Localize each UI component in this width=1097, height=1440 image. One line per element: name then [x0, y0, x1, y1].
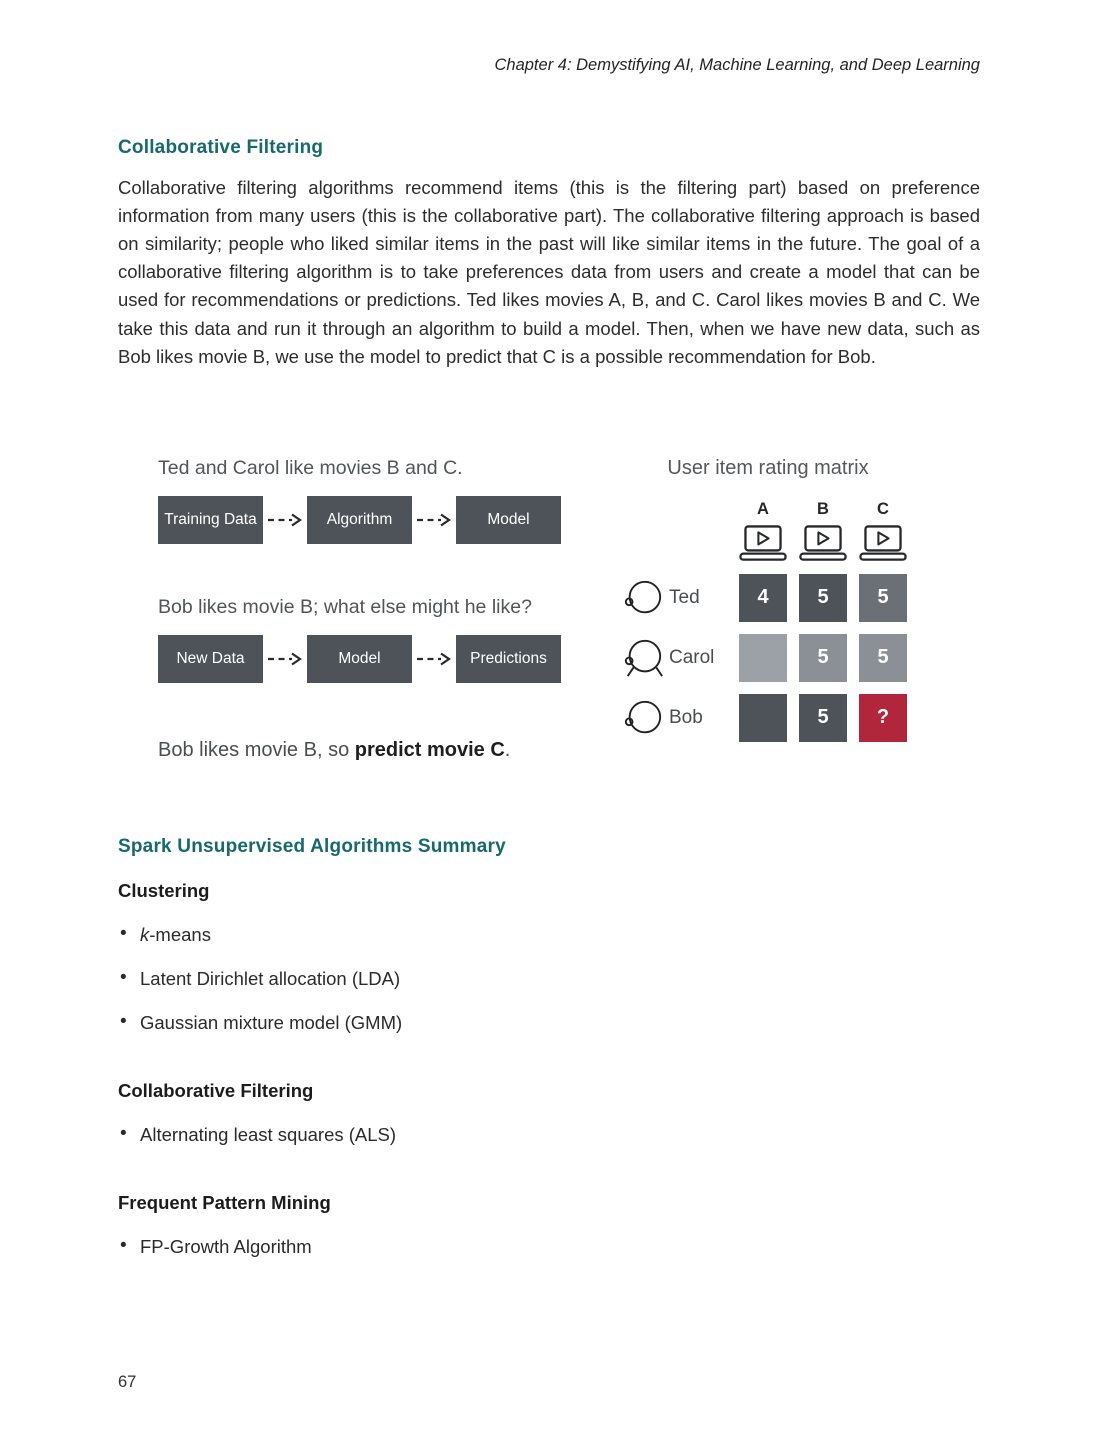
flow-box-training-data: Training Data [158, 496, 263, 544]
flow-box-predictions: Predictions [456, 635, 561, 683]
dashed-arrow-icon [416, 652, 452, 666]
running-header: Chapter 4: Demystifying AI, Machine Learning, and Deep Learning [494, 56, 980, 74]
matrix-cell-bob-a [739, 694, 787, 742]
matrix-row-label-carol [622, 635, 714, 681]
intro-paragraph: Collaborative filtering algorithms recommend items (this is the filtering part) based on preference information from many users (this is the collaborative part). The collaborative filtering approach is based on similarity; people who liked similar items in the past will like similar items in the future. The goal of a collaborative filtering algorithm is to take preferences data from users and create a model that can be used for recommendations or predictions. Ted likes movies A, B, and C. Carol likes movies B and C. We take this data and run it through an algorithm to build a model. Then, when we have new data, such as Bob likes movie B, we use the model to predict that C is a possible recommendation for Bob. [118, 177, 980, 367]
flow-box-model: Model [456, 496, 561, 544]
section-heading-collaborative-filtering: Collaborative Filtering [118, 137, 324, 158]
ted-face-icon [622, 575, 664, 621]
list-item-gmm [118, 1012, 980, 1034]
page-number: 67 [118, 1373, 137, 1391]
matrix-cell-ted-a: 4 [739, 574, 787, 622]
list-item-kmeans [118, 924, 980, 946]
kmeans-italic-k: k [140, 923, 150, 945]
matrix-cell-carol-a [739, 634, 787, 682]
matrix-cell-bob-b: 5 [799, 694, 847, 742]
caption-predict-bold: predict movie C [354, 738, 505, 761]
matrix-cell-ted-c: 5 [859, 574, 907, 622]
matrix-column-header-a: A [757, 499, 769, 518]
list-item-fp-growth [118, 1236, 980, 1258]
dashed-arrow-icon [267, 652, 303, 666]
caption-predict-prefix: Bob likes movie B, so [158, 738, 355, 761]
matrix-title: User item rating matrix [667, 456, 869, 479]
matrix-row-label-ted [622, 575, 700, 621]
dashed-arrow-icon [416, 513, 452, 527]
figure-caption-predict [158, 739, 608, 762]
prediction-flow-row [158, 635, 608, 683]
collaborative-filtering-figure [118, 457, 980, 762]
movie-player-icon [739, 525, 787, 562]
carol-face-icon [622, 635, 664, 681]
collaborative-filtering-list [118, 1124, 980, 1146]
figure-caption-ted-carol: Ted and Carol like movies B and C. [158, 456, 463, 479]
list-item-als [118, 1124, 980, 1146]
row-name-ted: Ted [669, 586, 700, 608]
matrix-cell-ted-b: 5 [799, 574, 847, 622]
flow-box-algorithm: Algorithm [307, 496, 412, 544]
gmm-text: Gaussian mixture model (GMM) [140, 1011, 403, 1033]
training-flow-row [158, 496, 608, 544]
row-name-bob: Bob [669, 706, 703, 728]
figure-flow-column [158, 457, 608, 762]
matrix-cell-bob-c: ? [859, 694, 907, 742]
clustering-list [118, 924, 980, 1034]
matrix-column-header-c: C [877, 499, 889, 518]
caption-predict-suffix: . [504, 738, 511, 761]
frequent-pattern-mining-list [118, 1236, 980, 1258]
figure-caption-bob-question: Bob likes movie B; what else might he like? [158, 595, 532, 618]
fp-growth-text: FP-Growth Algorithm [140, 1235, 312, 1257]
matrix-grid [622, 500, 914, 742]
section-heading-spark-summary: Spark Unsupervised Algorithms Summary [118, 835, 506, 857]
flow-box-new-data: New Data [158, 635, 263, 683]
group-heading-collaborative-filtering: Collaborative Filtering [118, 1079, 314, 1101]
list-item-lda [118, 968, 980, 990]
movie-player-icon [799, 525, 847, 562]
row-name-carol: Carol [669, 646, 715, 668]
group-heading-clustering: Clustering [118, 879, 210, 901]
rating-matrix-panel [622, 457, 914, 762]
bob-face-icon [622, 695, 664, 741]
dashed-arrow-icon [267, 513, 303, 527]
lda-text: Latent Dirichlet allocation (LDA) [140, 967, 401, 989]
als-text: Alternating least squares (ALS) [140, 1123, 397, 1145]
matrix-row-label-bob [622, 695, 703, 741]
matrix-column-header-b: B [817, 499, 829, 518]
kmeans-text: -means [149, 923, 211, 945]
matrix-cell-carol-b: 5 [799, 634, 847, 682]
movie-player-icon [859, 525, 907, 562]
group-heading-frequent-pattern-mining: Frequent Pattern Mining [118, 1191, 331, 1213]
matrix-cell-carol-c: 5 [859, 634, 907, 682]
flow-box-model-2: Model [307, 635, 412, 683]
